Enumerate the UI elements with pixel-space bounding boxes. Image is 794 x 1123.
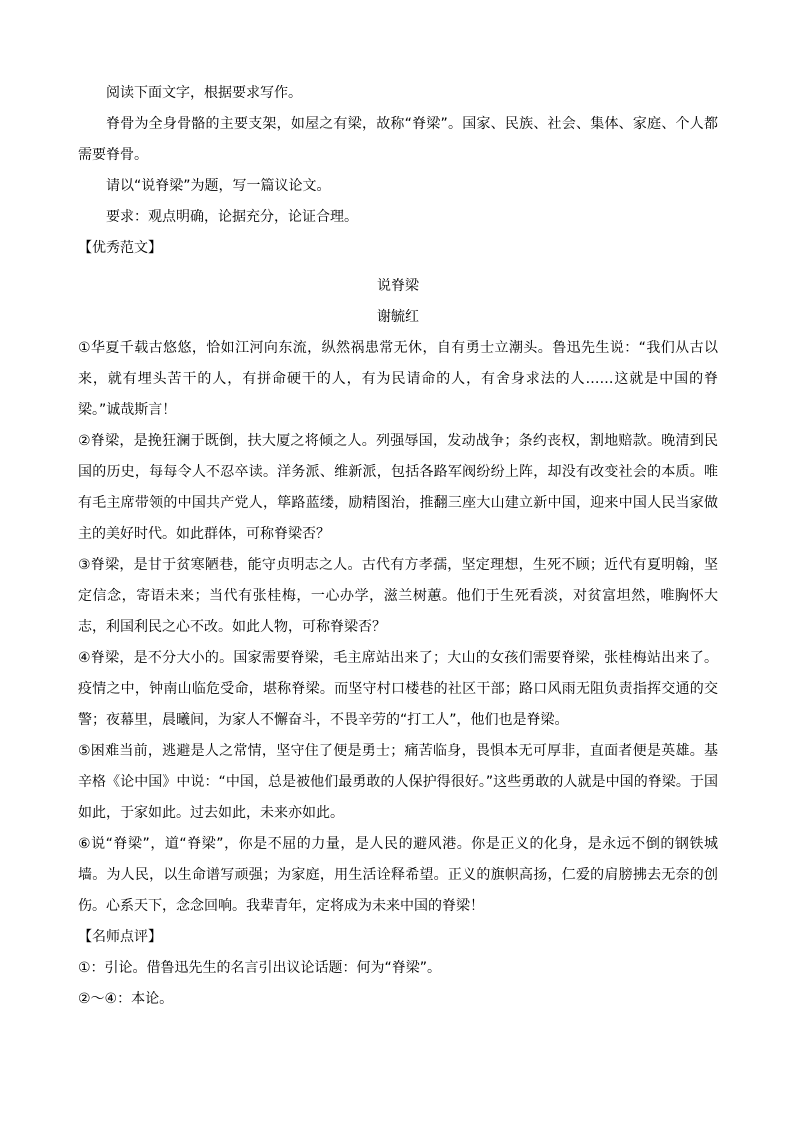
essay-title: 说脊梁	[377, 278, 419, 294]
essay-paragraph-4: ④脊梁，是不分大小的。国家需要脊梁，毛主席站出来了；大山的女孩们需要脊梁，张桂梅站出来了。疫情之中，钟南山临危受命，堪称脊梁。而坚守村口楼巷的社区干部；路口风雨无阻负责指挥交通的交警；夜幕里，晨曦间，为家人不懈奋斗，不畏辛劳的“打工人”，他们也是脊梁。	[78, 650, 718, 728]
essay-paragraph-6: ⑥说“脊梁”，道“脊梁”，你是不屈的力量，是人民的避风港。你是正义的化身，是永远不倒的钢铁城墙。为人民，以生命谱写顽强；为家庭，用生活诠释希望。正义的旗帜高扬，仁爱的肩膀拂去无奈的创伤。心系天下，念念回响。我辈青年，定将成为未来中国的脊梁！	[78, 836, 718, 914]
essay-paragraph-2: ②脊梁，是挽狂澜于既倒，扶大厦之将倾之人。列强辱国，发动战争；条约丧权，割地赔款。晚清到民国的历史，每每令人不忍卒读。洋务派、维新派，包括各路军阀纷纷上阵，却没有改变社会的本质。唯有毛主席带领的中国共产党人，筚路蓝缕，励精图治，推翻三座大山建立新中国，迎来中国人民当家做主的美好时代。如此群体，可称脊梁否？	[78, 433, 718, 542]
essay-paragraph-5: ⑤困难当前，逃避是人之常情，坚守住了便是勇士；痛苦临身，畏惧本无可厚非，直面者便是英雄。基辛格《论中国》中说：“中国，总是被他们最勇敢的人保护得很好。”这些勇敢的人就是中国的脊梁。于国如此，于家如此。过去如此，未来亦如此。	[78, 743, 718, 821]
review-line-2: ②～④：本论。	[78, 991, 174, 1007]
essay-paragraph-3: ③脊梁，是甘于贫寒陋巷，能守贞明志之人。古代有方孝孺，坚定理想，生死不顾；近代有夏明翰，坚定信念，寄语未来；当代有张桂梅，一心办学，滋兰树蕙。他们于生死看淡，对贫富坦然，唯胸怀大志，利国利民之心不改。如此人物，可称脊梁否？	[78, 557, 718, 635]
sample-essay-label: 【优秀范文】	[78, 240, 162, 256]
document-body	[78, 78, 718, 1015]
prompt-material: 脊骨为全身骨骼的主要支架，如屋之有梁，故称“脊梁”。国家、民族、社会、集体、家庭、个人都需要脊骨。	[78, 116, 718, 163]
review-label: 【名师点评】	[78, 929, 162, 945]
essay-paragraph-1: ①华夏千载古悠悠，恰如江河向东流，纵然祸患常无休，自有勇士立潮头。鲁迅先生说：“我们从古以来，就有埋头苦干的人，有拼命硬干的人，有为民请命的人，有舍身求法的人……这就是中国的脊梁。”诚哉斯言！	[78, 340, 718, 418]
essay-author: 谢毓红	[377, 309, 419, 325]
prompt-requirements: 要求：观点明确，论据充分，论证合理。	[106, 209, 358, 225]
prompt-task: 请以“说脊梁”为题，写一篇议论文。	[106, 178, 331, 194]
prompt-intro: 阅读下面文字，根据要求写作。	[106, 85, 302, 101]
review-line-1: ①：引论。借鲁迅先生的名言引出议论话题：何为“脊梁”。	[78, 960, 442, 976]
